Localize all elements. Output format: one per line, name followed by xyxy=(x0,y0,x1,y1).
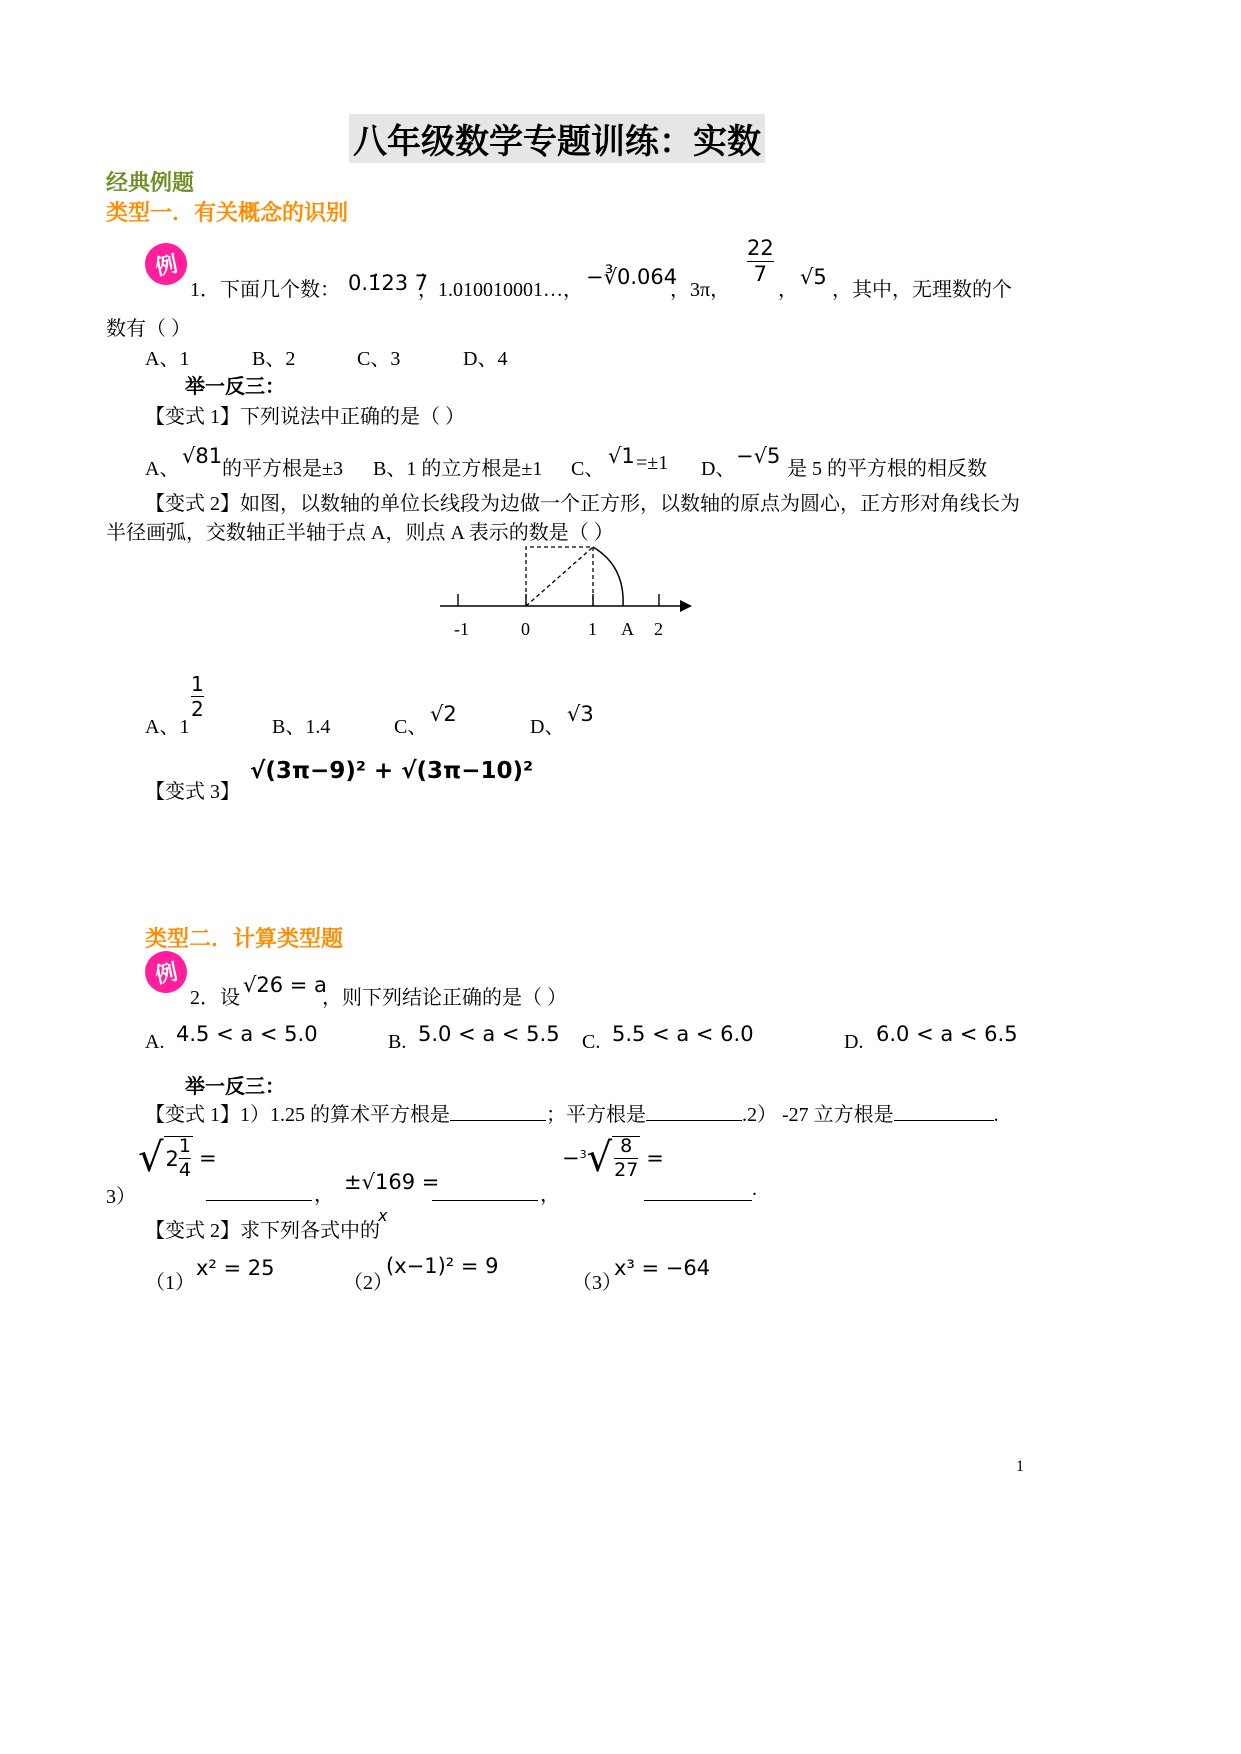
axis-label-1: 1 xyxy=(588,619,597,639)
v2-opt-d-pre: D、 xyxy=(530,716,565,738)
example-badge-1: 例 xyxy=(141,239,191,289)
variant3-label: 【变式 3】 xyxy=(145,781,240,803)
q2-expression: √26 = a xyxy=(243,973,327,997)
v2-opt-a-fraction xyxy=(191,674,204,719)
q2-opt-a-expr: 4.5 < a < 5.0 xyxy=(176,1022,318,1046)
eq-sign-1: = xyxy=(198,1146,217,1170)
variant2-line1: 【变式 2】如图，以数轴的单位长线段为边做一个正方形，以数轴的原点为圆心，正方形对角线长为 xyxy=(145,493,1020,515)
v1-sqrt81: √81 xyxy=(182,444,223,468)
comma-2: ， xyxy=(540,1184,560,1206)
q1-sqrt5: √5 xyxy=(800,265,827,289)
q2-opt-a-label: A. xyxy=(145,1031,165,1053)
q2-opt-d-label: D. xyxy=(844,1031,864,1053)
v2-opt-b: B、1.4 xyxy=(272,716,331,738)
axis-label-2: 2 xyxy=(654,619,663,639)
section-classic-examples: 经典例题 xyxy=(106,170,195,195)
v1-opt-a-post: 的平方根是±3 xyxy=(222,458,343,480)
v2-opt-d-sqrt3: √3 xyxy=(567,702,594,726)
example-badge-2: 例 xyxy=(141,947,191,997)
q2-opt-d-expr: 6.0 < a < 6.5 xyxy=(876,1022,1018,1046)
number-line-diagram xyxy=(436,538,698,644)
mixed-den: 4 xyxy=(178,1159,191,1181)
follow-up-label-1: 举一反三： xyxy=(185,376,285,398)
q2-pre: 2．设 xyxy=(190,987,240,1009)
v2-item1-expr: x² = 25 xyxy=(196,1256,275,1280)
v2-item2-expr: (x−1)² = 9 xyxy=(386,1254,499,1278)
q1-option-c: C、3 xyxy=(357,348,401,370)
axis-label-0: 0 xyxy=(521,619,530,639)
square-diagonal xyxy=(526,547,593,606)
v1-opt-c-pre: C、 xyxy=(571,458,605,480)
variant2-line2: 半径画弧，交数轴正半轴于点 A，则点 A 表示的数是（ ） xyxy=(106,522,614,544)
mixed-whole: 2 xyxy=(165,1146,179,1171)
page-title: 八年级数学专题训练：实数 xyxy=(349,114,765,163)
v1-sqrt1: √1 xyxy=(608,444,635,468)
neg-cube-root-fraction: − 3 √ $\frac{8}{27}$ = xyxy=(562,1135,664,1181)
q1-repeating-decimal: 0.1̇23 7̇ xyxy=(348,271,429,295)
t2-variant2-x: x xyxy=(378,1206,388,1225)
cube-frac-den: 27 xyxy=(614,1159,639,1181)
neg-sign: − xyxy=(562,1146,580,1170)
q1-frac-den: 7 xyxy=(753,262,768,286)
q1-cube-root: −∛0.064 xyxy=(586,265,678,289)
t2-v1-part2: ；平方根是 xyxy=(546,1104,646,1126)
q1-sep: ，1.010010001…， xyxy=(418,279,583,301)
q1-3pi: ，3π， xyxy=(670,279,731,301)
t2-variant2-stem: 【变式 2】求下列各式中的 xyxy=(145,1220,380,1242)
plus-minus-sqrt169: ±√169 = xyxy=(344,1170,440,1194)
q1-option-d: D、4 xyxy=(463,348,508,370)
v2-item2-label: （2） xyxy=(343,1272,393,1294)
cube-frac-num: 8 xyxy=(620,1135,633,1157)
v2-opt-a-den: 2 xyxy=(191,697,204,721)
v1-opt-d-post: 是 5 的平方根的相反数 xyxy=(787,458,987,480)
sqrt-mixed-number: √ 2 $\frac{1}{4}$ = xyxy=(138,1135,217,1181)
mixed-num: 1 xyxy=(178,1135,191,1157)
v1-neg-sqrt5: −√5 xyxy=(736,444,781,468)
v1-opt-a-pre: A、 xyxy=(145,458,180,480)
q1-intro: 1．下面几个数： xyxy=(190,279,340,301)
v2-item1-label: （1） xyxy=(145,1272,195,1294)
q2-opt-b-label: B. xyxy=(388,1031,407,1053)
answer-blank-6[interactable] xyxy=(644,1178,752,1201)
v2-item3-expr: x³ = −64 xyxy=(614,1256,711,1280)
q2-opt-b-expr: 5.0 < a < 5.5 xyxy=(418,1022,560,1046)
answer-blank-4[interactable] xyxy=(206,1178,312,1201)
page-number: 1 xyxy=(1016,1458,1024,1475)
answer-blank-3[interactable] xyxy=(894,1120,994,1121)
variant3-expression: √(3π−9)² + √(3π−10)² xyxy=(250,758,534,784)
axis-label-minus1: -1 xyxy=(454,619,469,639)
answer-blank-2[interactable] xyxy=(646,1120,742,1121)
variant1-stem: 【变式 1】下列说法中正确的是（ ） xyxy=(145,406,465,428)
t2-v1-item3-label: 3） xyxy=(106,1186,136,1208)
v1-opt-b: B、1 的立方根是±1 xyxy=(373,458,543,480)
type1-heading: 类型一．有关概念的识别 xyxy=(106,200,349,225)
t2-variant1-line xyxy=(145,1098,999,1127)
t2-v1-part3: .2） -27 立方根是 xyxy=(742,1104,894,1126)
q1-comma: ， xyxy=(778,279,798,301)
arc xyxy=(593,547,623,606)
type2-heading: 类型二．计算类型题 xyxy=(145,926,344,951)
v2-opt-a-pre: A、1 xyxy=(145,716,190,738)
q1-line2: 数有（ ） xyxy=(106,318,191,340)
q2-post: ，则下列结论正确的是（ ） xyxy=(322,987,567,1009)
q2-opt-c-expr: 5.5 < a < 6.0 xyxy=(612,1022,754,1046)
eq-sign-2: = xyxy=(646,1146,664,1170)
q1-option-b: B、2 xyxy=(252,348,296,370)
comma-1: ， xyxy=(314,1184,334,1206)
answer-blank-5[interactable] xyxy=(432,1178,538,1201)
v2-item3-label: （3） xyxy=(572,1272,622,1294)
period: . xyxy=(752,1178,757,1200)
q2-opt-c-label: C. xyxy=(582,1031,601,1053)
q1-frac-num: 22 xyxy=(747,236,774,260)
t2-v1-part1: 【变式 1】1）1.25 的算术平方根是 xyxy=(145,1104,450,1126)
follow-up-label-2: 举一反三： xyxy=(185,1076,285,1098)
v2-opt-c-pre: C、 xyxy=(394,716,428,738)
v1-opt-d-pre: D、 xyxy=(701,458,736,480)
axis-label-A: A xyxy=(621,619,634,639)
v2-opt-a-num: 1 xyxy=(191,672,204,696)
q1-fraction xyxy=(747,238,774,285)
answer-blank-1[interactable] xyxy=(450,1120,546,1121)
t2-v1-end: . xyxy=(993,1104,999,1126)
v1-opt-c-post: =±1 xyxy=(636,452,669,474)
axis-arrow xyxy=(680,600,692,612)
q1-option-a: A、1 xyxy=(145,348,190,370)
v2-opt-c-sqrt2: √2 xyxy=(430,702,457,726)
q1-tail: ，其中，无理数的个 xyxy=(832,279,1012,301)
